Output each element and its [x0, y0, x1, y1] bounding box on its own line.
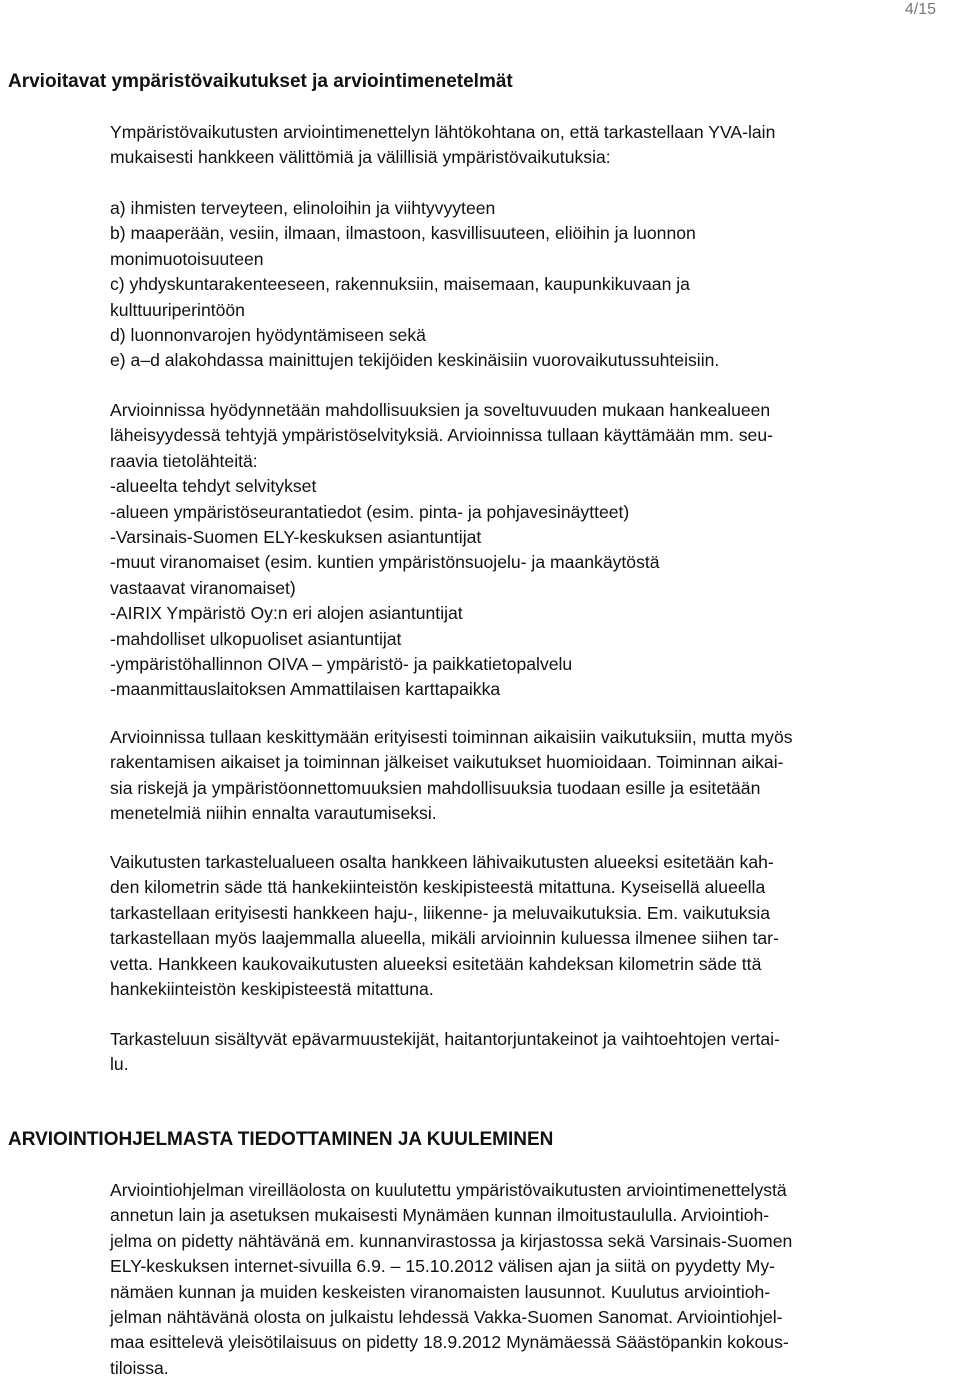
- list-item: b) maaperään, vesiin, ilmaan, ilmastoon, kasvillisuuteen, eliöihin ja luonnon: [110, 223, 696, 244]
- section-heading-communication: ARVIOINTIOHJELMASTA TIEDOTTAMINEN JA KUULEMINEN: [8, 1129, 554, 1150]
- text-line: rakentamisen aikaiset ja toiminnan jälkeiset vaikutukset huomioidaan. Toiminnan aikai-: [110, 752, 784, 773]
- list-item: c) yhdyskuntarakenteeseen, rakennuksiin, maisemaan, kaupunkikuvaan ja: [110, 274, 690, 295]
- text-line: menetelmiä niihin ennalta varautumiseksi.: [110, 803, 437, 824]
- source-item: -mahdolliset ulkopuoliset asiantuntijat: [110, 628, 402, 649]
- area-paragraph: [110, 850, 955, 1002]
- text-line: mukaisesti hankkeen välittömiä ja välillisiä ympäristövaikutuksia:: [110, 147, 611, 168]
- source-item: -alueelta tehdyt selvitykset: [110, 476, 317, 497]
- text-line: tiloissa.: [110, 1357, 169, 1378]
- list-item: e) a–d alakohdassa mainittujen tekijöiden keskinäisiin vuorovaikutussuhteisiin.: [110, 350, 720, 371]
- source-item: vastaavat viranomaiset): [110, 577, 296, 598]
- sources-paragraph: [110, 398, 955, 703]
- text-line: Vaikutusten tarkastelualueen osalta hankkeen lähivaikutusten alueeksi esitetään kah-: [110, 852, 774, 872]
- source-item: -maanmittauslaitoksen Ammattilaisen karttapaikka: [110, 679, 501, 700]
- text-line: annetun lain ja asetuksen mukaisesti Mynämäen kunnan ilmoitustaululla. Arviointioh-: [110, 1205, 770, 1226]
- text-line: lu.: [110, 1054, 129, 1075]
- impact-list: [110, 196, 955, 374]
- text-line: den kilometrin säde ttä hankekiinteistön keskipisteestä mitattuna. Kyseisellä alueella: [110, 877, 766, 898]
- text-line: tarkastellaan erityisesti hankkeen haju-, liikenne- ja meluvaikutuksia. Em. vaikutuksia: [110, 902, 771, 923]
- source-item: -alueen ympäristöseurantatiedot (esim. pinta- ja pohjavesinäytteet): [110, 501, 630, 522]
- text-line: maa esittelevä yleisötilaisuus on pidetty 18.9.2012 Mynämäessä Säästöpankin kokous-: [110, 1332, 789, 1353]
- text-line: tarkastellaan myös laajemmalla alueella, mikäli arvioinnin kuluessa ilmenee siihen tar-: [110, 928, 779, 949]
- intro-paragraph: [110, 120, 955, 171]
- text-line: ELY-keskuksen internet-sivuilla 6.9. – 15.10.2012 välisen ajan ja siitä on pyydetty My-: [110, 1256, 776, 1277]
- text-line: hankekiinteistön keskipisteestä mitattuna.: [110, 979, 434, 1000]
- uncertainty-paragraph: [110, 1027, 955, 1078]
- text-line: jelma on pidetty nähtävänä em. kunnanvirastossa ja kirjastossa sekä Varsinais-Suomen: [110, 1230, 793, 1251]
- text-line: Tarkasteluun sisältyvät epävarmuustekijät, haitantorjuntakeinot ja vaihtoehtojen vertai-: [110, 1029, 780, 1049]
- source-item: -AIRIX Ympäristö Oy:n eri alojen asiantuntijat: [110, 603, 463, 624]
- focus-paragraph: [110, 725, 955, 827]
- text-line: läheisyydessä tehtyjä ympäristöselvityksiä. Arvioinnissa tullaan käyttämään mm. seu-: [110, 425, 773, 446]
- source-item: -ympäristöhallinnon OIVA – ympäristö- ja paikkatietopalvelu: [110, 654, 573, 675]
- page-number: 4/15: [904, 1, 936, 18]
- text-line: raavia tietolähteitä:: [110, 450, 258, 471]
- list-item: monimuotoisuuteen: [110, 248, 264, 269]
- text-line: jelman nähtävänä olosta on julkaistu lehdessä Vakka-Suomen Sanomat. Arviointiohjel-: [110, 1307, 783, 1328]
- list-item: d) luonnonvarojen hyödyntämiseen sekä: [110, 325, 426, 346]
- list-item: kulttuuriperintöön: [110, 299, 245, 320]
- communication-paragraph: [110, 1178, 955, 1381]
- text-line: Arvioinnissa hyödynnetään mahdollisuuksien ja soveltuvuuden mukaan hankealueen: [110, 400, 771, 420]
- text-line: vetta. Hankkeen kaukovaikutusten alueeksi esitetään kahdeksan kilometrin säde ttä: [110, 953, 762, 974]
- section-heading-assessment: Arvioitavat ympäristövaikutukset ja arviointimenetelmät: [8, 71, 513, 92]
- text-line: nämäen kunnan ja muiden keskeisten viranomaisten lausunnot. Kuulutus arviointioh-: [110, 1281, 771, 1302]
- source-item: -Varsinais-Suomen ELY-keskuksen asiantuntijat: [110, 527, 482, 548]
- text-line: Arvioinnissa tullaan keskittymään erityisesti toiminnan aikaisiin vaikutuksiin, mutta myös: [110, 727, 793, 747]
- text-line: Arviointiohjelman vireilläolosta on kuulutettu ympäristövaikutusten arviointimenettelystä: [110, 1180, 787, 1200]
- text-line: sia riskejä ja ympäristöonnettomuuksien mahdollisuuksia tuodaan esille ja esitetään: [110, 777, 761, 798]
- source-item: -muut viranomaiset (esim. kuntien ympäristönsuojelu- ja maankäytöstä: [110, 552, 660, 573]
- list-item: a) ihmisten terveyteen, elinoloihin ja viihtyvyyteen: [110, 198, 496, 218]
- text-line: Ympäristövaikutusten arviointimenettelyn lähtökohtana on, että tarkastellaan YVA-lain: [110, 122, 776, 142]
